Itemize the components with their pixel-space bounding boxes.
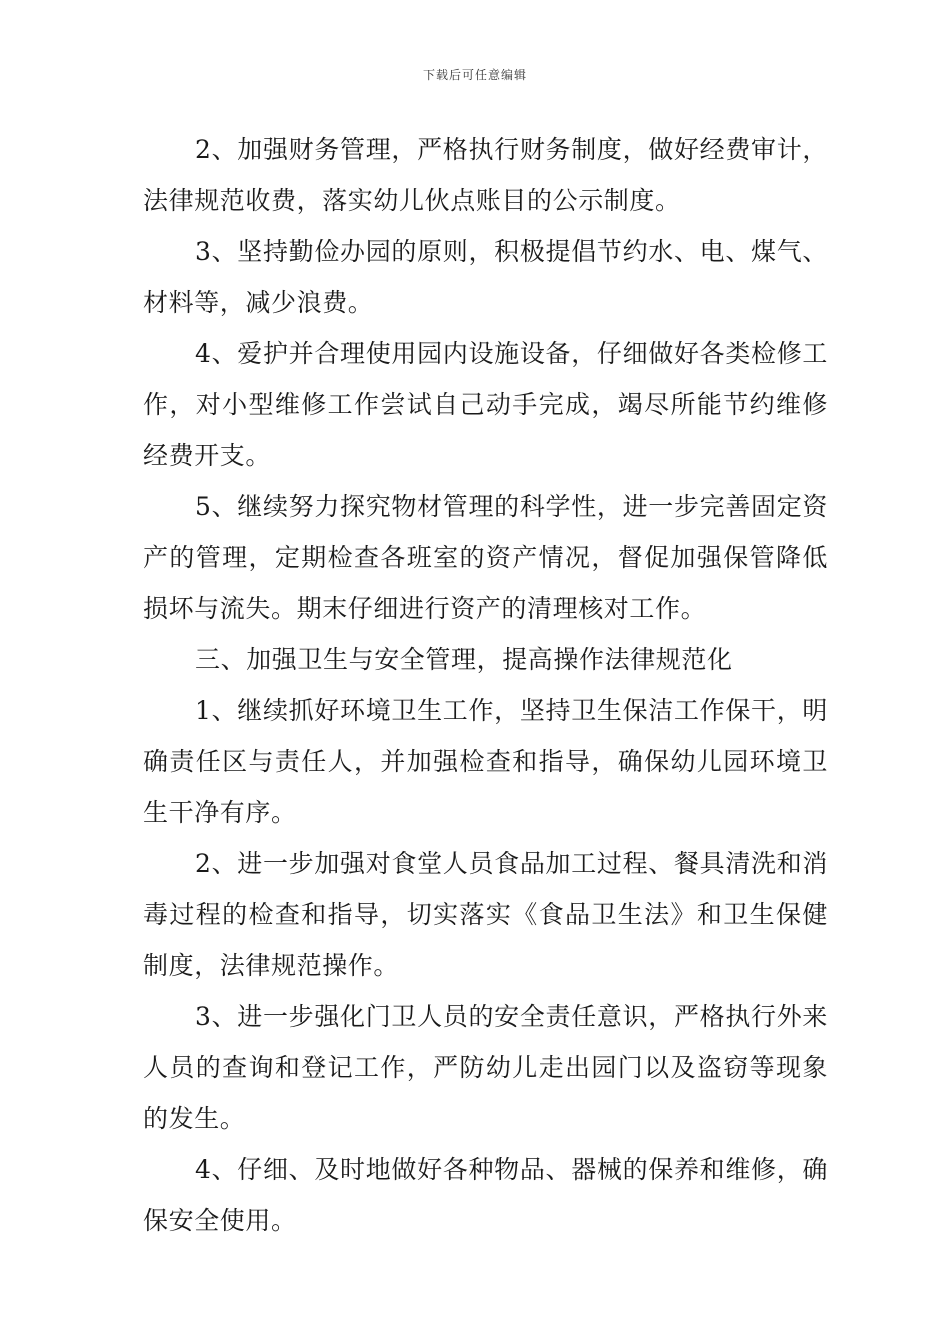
paragraph-equipment-upkeep: 4、仔细、及时地做好各种物品、器械的保养和维修，确保安全使用。 xyxy=(143,1155,828,1235)
paragraph-asset-management: 5、继续努力探究物材管理的科学性，进一步完善固定资产的管理，定期检查各班室的资产情况，督促加强保管降低损坏与流失。期末仔细进行资产的清理核对工作。 xyxy=(143,492,828,623)
header-note: 下载后可任意编辑 xyxy=(422,68,527,82)
paragraph-environment-hygiene: 1、继续抓好环境卫生工作，坚持卫生保洁工作保干，明确责任区与责任人，并加强检查和指导，确保幼儿园环境卫生干净有序。 xyxy=(143,696,828,827)
section-heading-hygiene-safety: 三、加强卫生与安全管理，提高操作法律规范化 xyxy=(195,645,733,674)
paragraph-facility-maintenance: 4、爱护并合理使用园内设施设备，仔细做好各类检修工作，对小型维修工作尝试自己动手完成，竭尽所能节约维修经费开支。 xyxy=(143,339,828,470)
document-body xyxy=(143,124,828,1246)
paragraph-finance-management: 2、加强财务管理，严格执行财务制度，做好经费审计，法律规范收费，落实幼儿伙点账目的公示制度。 xyxy=(143,135,828,215)
paragraph-gate-security: 3、进一步强化门卫人员的安全责任意识，严格执行外来人员的查询和登记工作，严防幼儿走出园门以及盗窃等现象的发生。 xyxy=(143,1002,828,1133)
paragraph-canteen-hygiene: 2、进一步加强对食堂人员食品加工过程、餐具清洗和消毒过程的检查和指导，切实落实《食品卫生法》和卫生保健制度，法律规范操作。 xyxy=(143,849,828,980)
paragraph-thrift: 3、坚持勤俭办园的原则，积极提倡节约水、电、煤气、材料等，减少浪费。 xyxy=(143,237,828,317)
